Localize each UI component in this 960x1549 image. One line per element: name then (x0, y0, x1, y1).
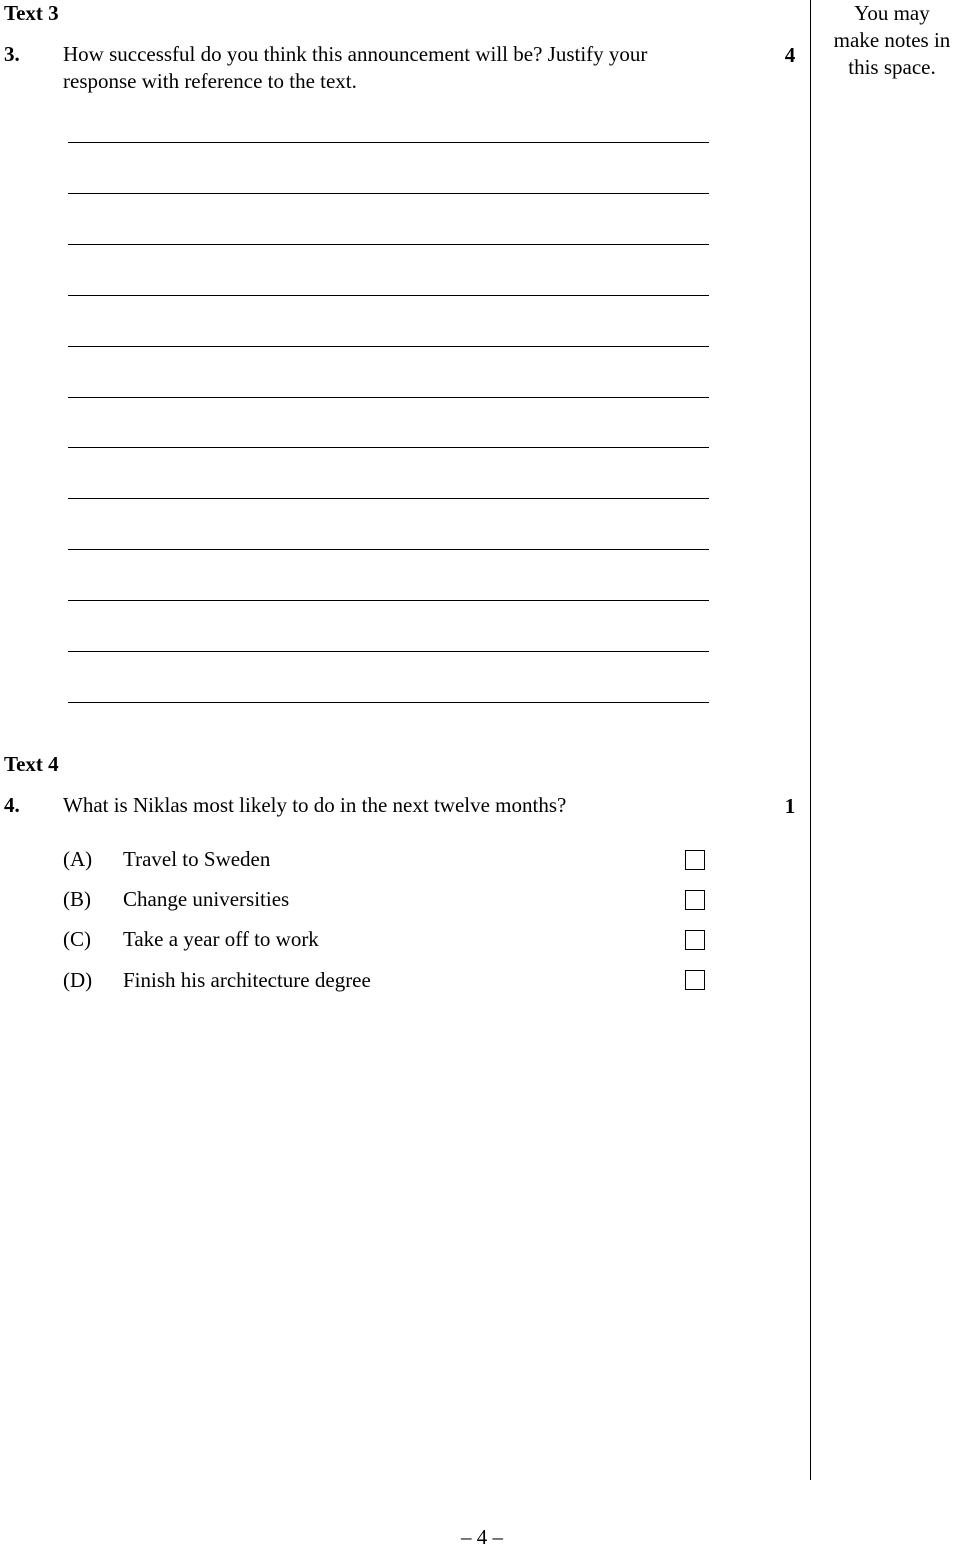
option-d-letter: (D) (63, 968, 93, 992)
question3-text (63, 41, 763, 95)
option-b-text: Change universities (123, 887, 290, 911)
option-b-checkbox[interactable] (685, 890, 705, 910)
margin-note-line1: You may (854, 1, 930, 25)
answer-line[interactable] (68, 549, 709, 550)
option-a-checkbox[interactable] (685, 850, 705, 870)
option-c-text: Take a year off to work (123, 927, 319, 951)
question3-marks: 4 (784, 43, 796, 67)
answer-line[interactable] (68, 651, 709, 652)
option-c-letter: (C) (63, 927, 91, 951)
question3-line2: response with reference to the text. (63, 69, 357, 93)
option-a-letter: (A) (63, 847, 93, 871)
answer-line[interactable] (68, 600, 709, 601)
text4-heading: Text 4 (4, 752, 59, 776)
margin-note (822, 0, 960, 81)
option-a-text: Travel to Sweden (123, 847, 271, 871)
question4-number: 4. (4, 793, 20, 817)
question3-number: 3. (4, 42, 20, 66)
answer-line[interactable] (68, 193, 709, 194)
margin-rule (810, 0, 811, 1480)
answer-line[interactable] (68, 447, 709, 448)
option-c-checkbox[interactable] (685, 930, 705, 950)
answer-line[interactable] (68, 346, 709, 347)
answer-line[interactable] (68, 397, 709, 398)
answer-line[interactable] (68, 295, 709, 296)
answer-line[interactable] (68, 142, 709, 143)
question4-marks: 1 (784, 794, 796, 818)
margin-note-line2: make notes in (833, 28, 951, 52)
page-number: – 4 – (461, 1525, 503, 1549)
option-d-text: Finish his architecture degree (123, 968, 371, 992)
question3-line1: How successful do you think this announcement will be? Justify your (63, 42, 648, 66)
answer-line[interactable] (68, 244, 709, 245)
answer-line[interactable] (68, 498, 709, 499)
option-d-checkbox[interactable] (685, 970, 705, 990)
answer-line[interactable] (68, 702, 709, 703)
option-b-letter: (B) (63, 887, 91, 911)
margin-note-line3: this space. (848, 55, 936, 79)
text3-heading: Text 3 (4, 1, 59, 25)
question4-text: What is Niklas most likely to do in the next twelve months? (63, 793, 567, 817)
